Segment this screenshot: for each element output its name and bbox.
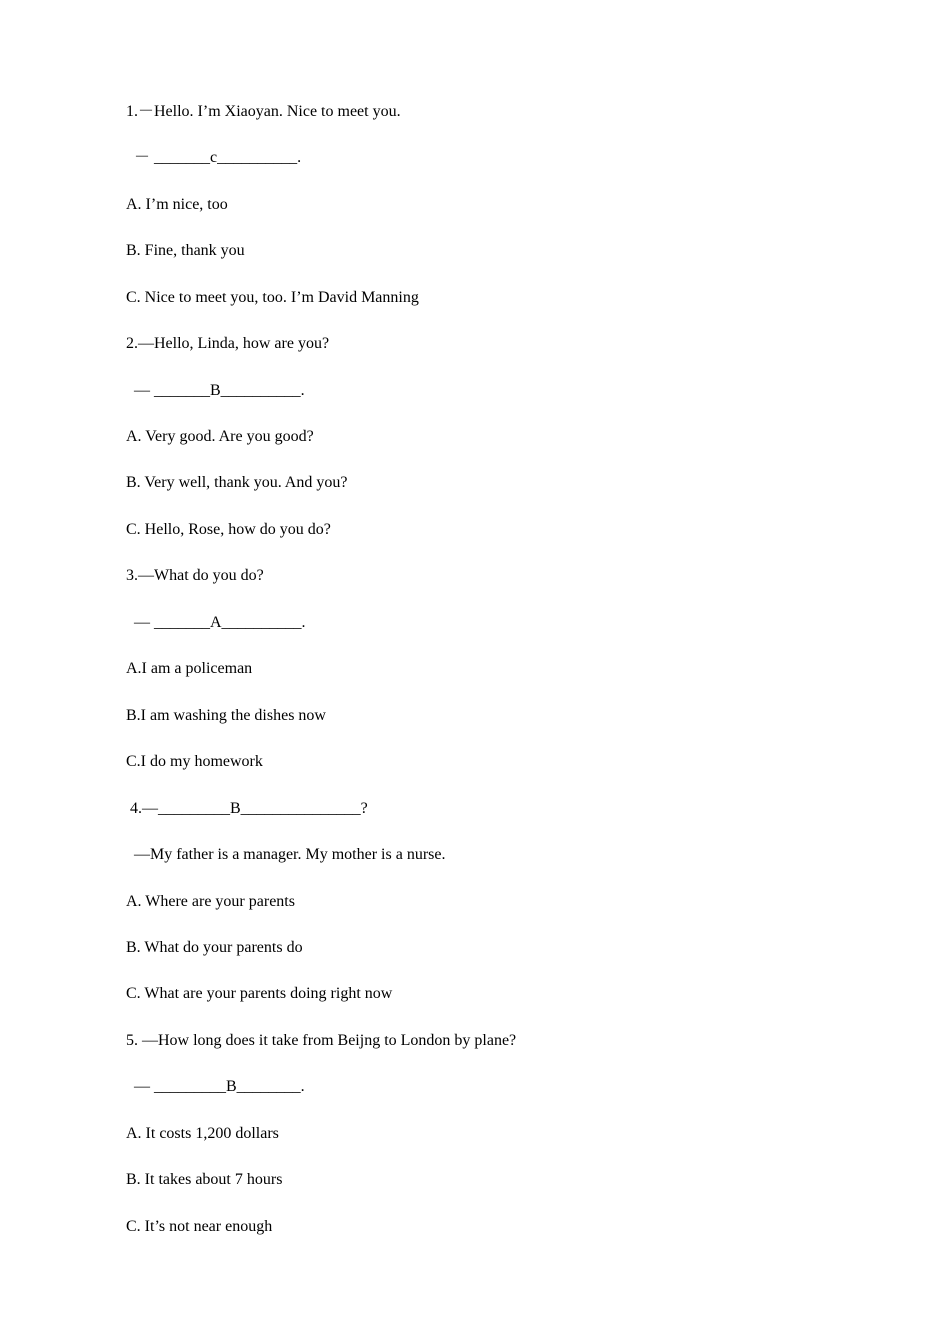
question-4-answer-line: —My father is a manager. My mother is a nurse. (126, 846, 446, 863)
question-1-option-b: B. Fine, thank you (126, 242, 245, 259)
question-3-answer-line: — _______A__________. (126, 614, 306, 631)
question-2-option-b: B. Very well, thank you. And you? (126, 474, 348, 491)
question-2-option-a: A. Very good. Are you good? (126, 428, 314, 445)
question-3-option-a: A.I am a policeman (126, 660, 253, 677)
question-2-answer-line: — _______B__________. (126, 382, 305, 399)
question-5-answer-line: — _________B________. (126, 1078, 305, 1095)
question-4-option-b: B. What do your parents do (126, 939, 303, 956)
question-3-option-c: C.I do my homework (126, 753, 263, 770)
question-4-prompt: 4.—_________B_______________? (126, 800, 368, 817)
question-3-option-b: B.I am washing the dishes now (126, 707, 326, 724)
question-2-prompt: 2.—Hello, Linda, how are you? (126, 335, 330, 352)
question-4-option-c: C. What are your parents doing right now (126, 985, 393, 1002)
question-3-prompt: 3.—What do you do? (126, 567, 264, 584)
question-5-prompt: 5. —How long does it take from Beijng to London by plane? (126, 1032, 517, 1049)
question-1-answer-line: － _______c__________. (126, 149, 302, 166)
question-1-prompt: 1.－Hello. I’m Xiaoyan. Nice to meet you. (126, 103, 401, 120)
question-5-option-b: B. It takes about 7 hours (126, 1171, 283, 1188)
question-1-option-a: A. I’m nice, too (126, 196, 228, 213)
question-5-option-c: C. It’s not near enough (126, 1218, 273, 1235)
question-4-option-a: A. Where are your parents (126, 893, 295, 910)
question-1-option-c: C. Nice to meet you, too. I’m David Manning (126, 289, 419, 306)
question-2-option-c: C. Hello, Rose, how do you do? (126, 521, 331, 538)
question-5-option-a: A. It costs 1,200 dollars (126, 1125, 279, 1142)
